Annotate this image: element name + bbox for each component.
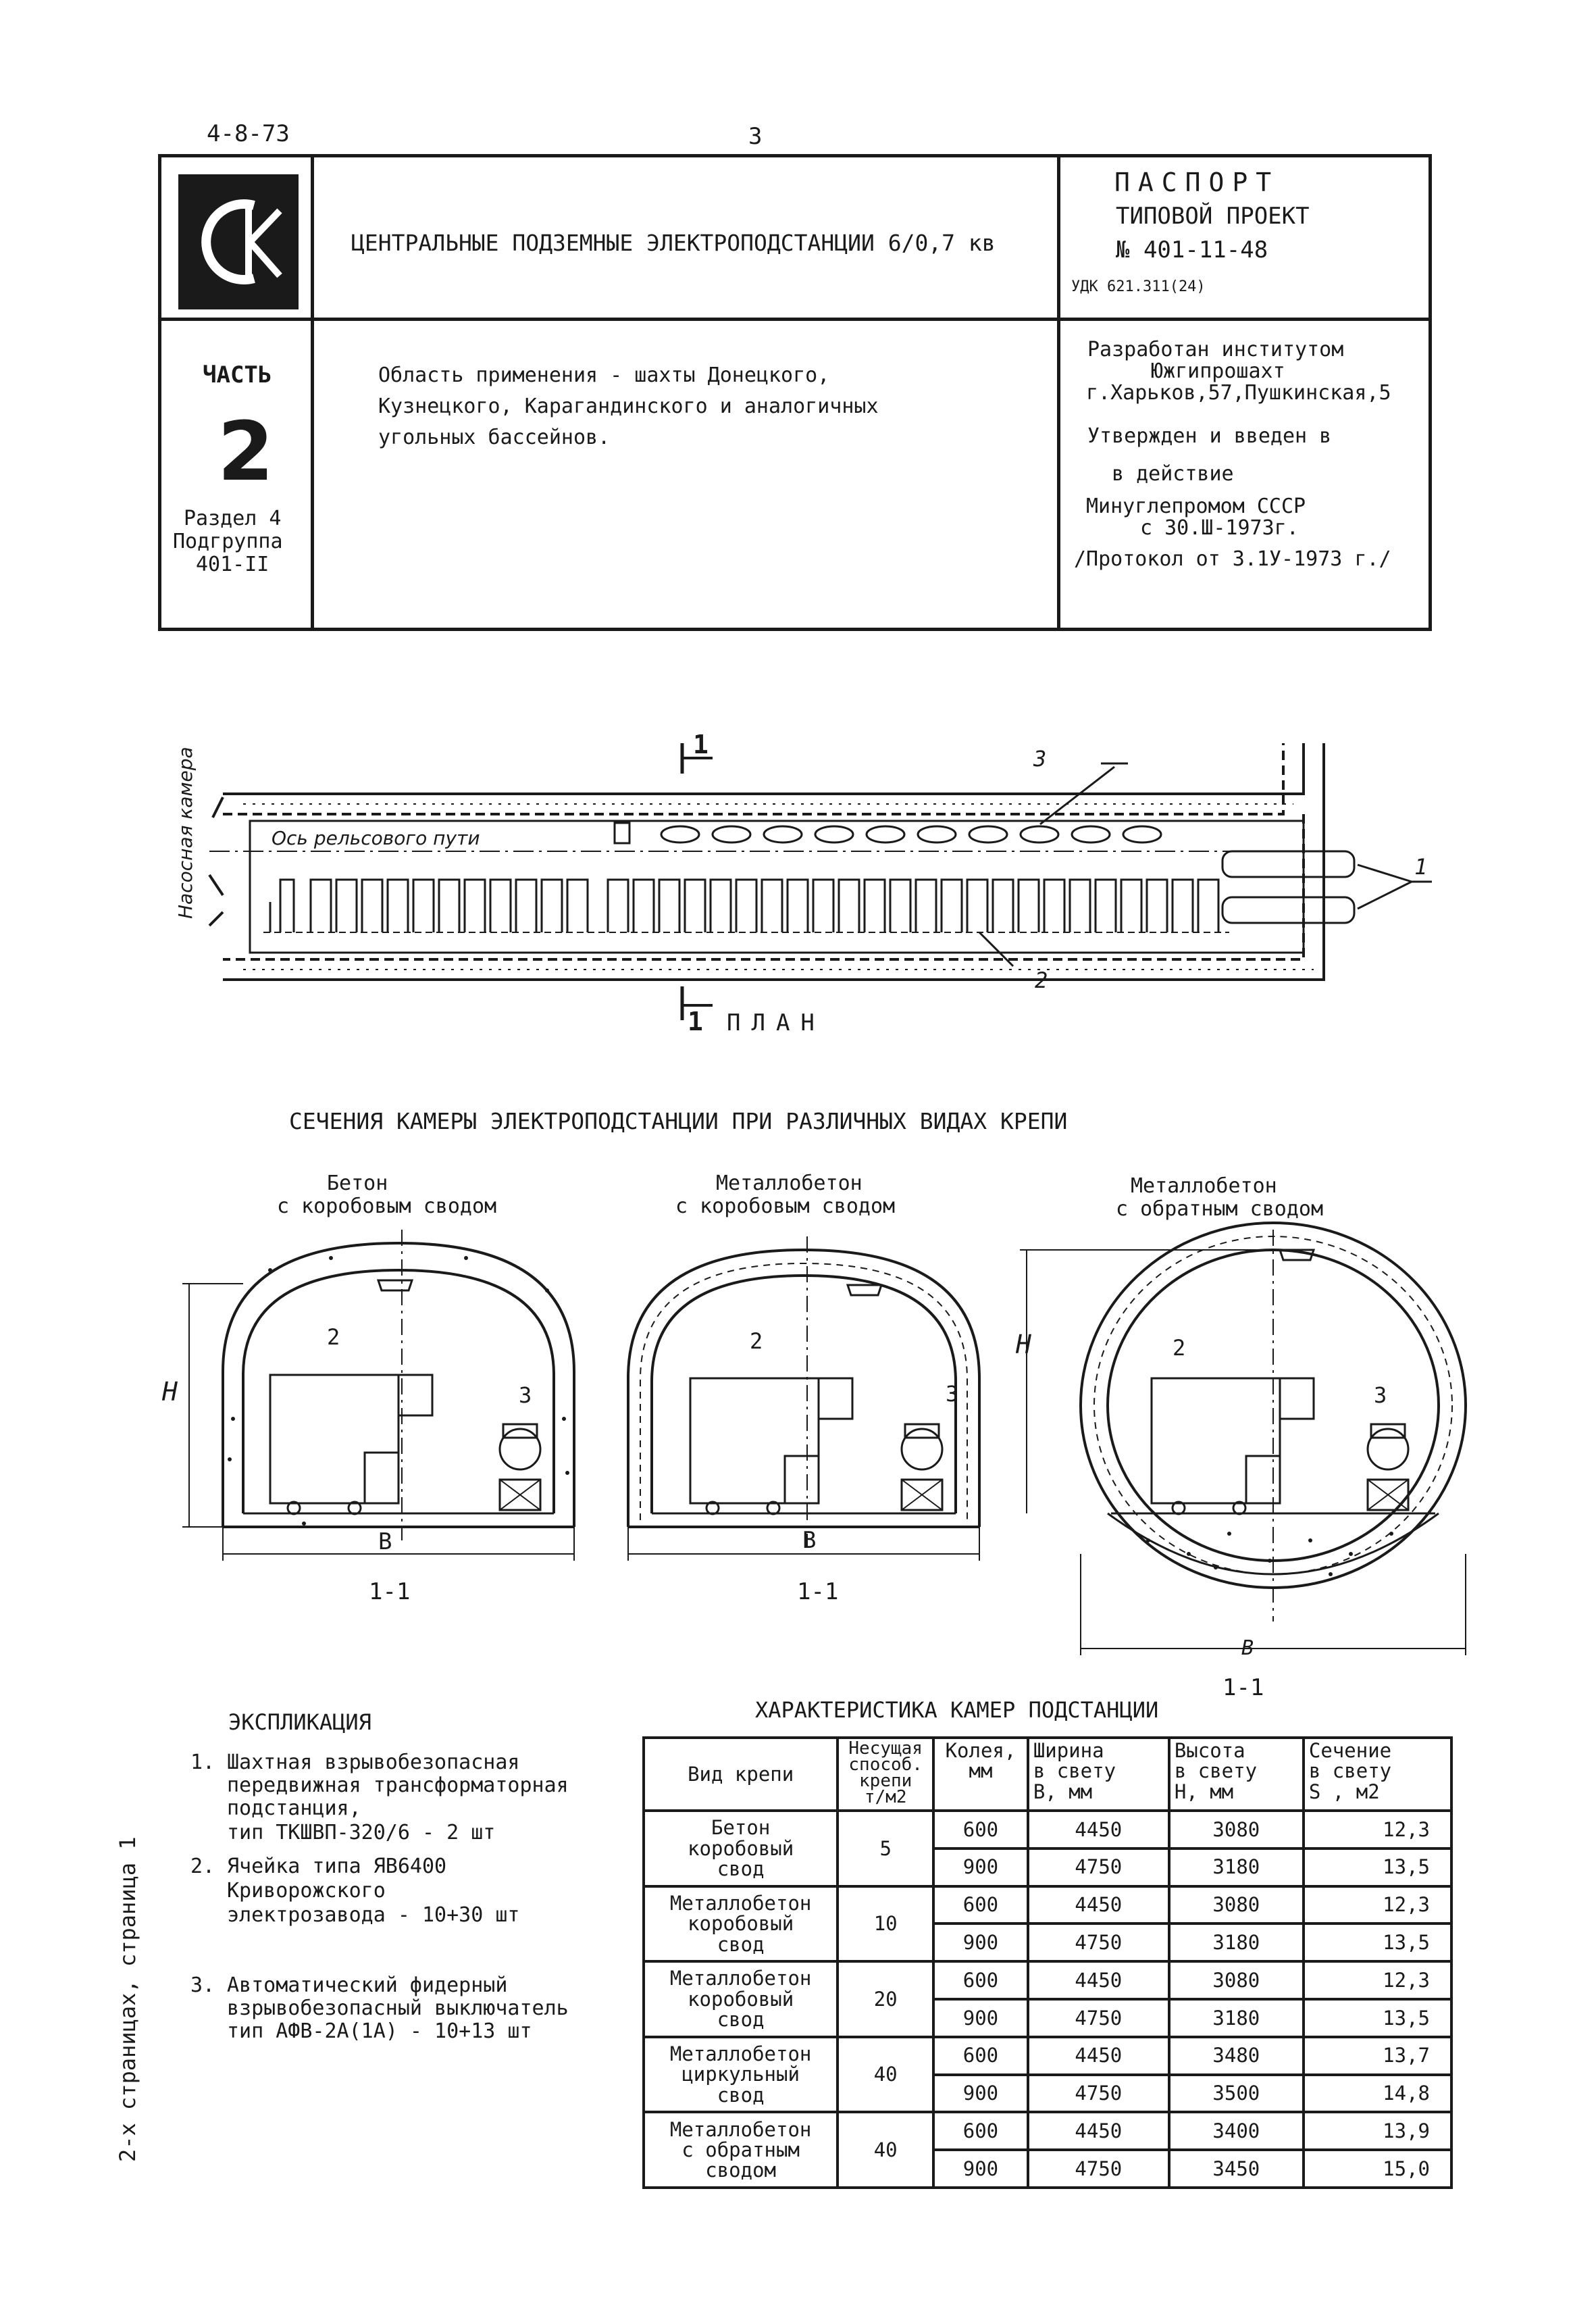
section-label: Раздел 4 — [184, 507, 282, 530]
header-line: крепи — [859, 1771, 912, 1791]
gauge-cell: 600 — [933, 1886, 1028, 1924]
explication-line: Автоматический фидерный — [227, 1973, 508, 1997]
side-note: 2-х страницах, страница 1 — [115, 1836, 140, 2162]
header-line: в свету — [1033, 1759, 1116, 1783]
section-variant-name: с обратным сводом — [1116, 1197, 1324, 1221]
width-cell: 4450 — [1028, 1811, 1169, 1848]
type-cell — [644, 2037, 838, 2113]
item-2-label: 2 — [327, 1324, 340, 1350]
item-2-label: 2 — [750, 1328, 763, 1354]
explication-line: Шахтная взрывобезопасная — [227, 1751, 520, 1774]
title-block-divider — [1057, 154, 1060, 631]
ck-logo — [178, 174, 299, 309]
explication-line: Криворожского — [227, 1879, 386, 1903]
type-line: сводом — [705, 2159, 777, 2182]
table-row — [644, 1811, 1451, 1848]
item-3-label: 3 — [519, 1382, 532, 1408]
section-variant-name: с коробовым сводом — [675, 1194, 896, 1218]
project-number: № 401-11-48 — [1116, 236, 1268, 263]
section-cell: 12,3 — [1304, 1886, 1451, 1924]
item-3-label: 3 — [1374, 1382, 1387, 1408]
approval-line: в действие — [1112, 462, 1234, 486]
type-cell — [644, 1886, 838, 1962]
gauge-cell: 600 — [933, 1811, 1028, 1848]
gauge-cell: 900 — [933, 2150, 1028, 2188]
gauge-cell: 600 — [933, 1961, 1028, 1999]
section-cell: 14,8 — [1304, 2075, 1451, 2113]
header-line: В, мм — [1033, 1780, 1093, 1803]
header-line: Колея, — [945, 1739, 1016, 1762]
type-cell — [644, 1811, 838, 1886]
section-cell: 13,5 — [1304, 1999, 1451, 2037]
item-2-label: 2 — [1173, 1335, 1186, 1361]
dim-b: B — [378, 1528, 392, 1555]
section-variant-name: Бетон — [327, 1172, 388, 1195]
gauge-cell: 900 — [933, 1923, 1028, 1961]
type-line: Металлобетон — [669, 1891, 812, 1915]
application-line: Кузнецкого, Карагандинского и аналогичных — [378, 395, 879, 418]
width-cell: 4750 — [1028, 2075, 1169, 2113]
explication-item — [190, 1854, 609, 1935]
type-line: Металлобетон — [669, 2042, 812, 2065]
height-cell: 3500 — [1169, 2075, 1304, 2113]
section-variant-name: Металлобетон — [716, 1172, 863, 1195]
capacity-cell: 20 — [838, 1961, 933, 2037]
table-row — [644, 1886, 1451, 1924]
capacity-cell: 40 — [838, 2037, 933, 2113]
rail-axis-label: Ось рельсового пути — [272, 827, 480, 849]
height-cell: 3180 — [1169, 1923, 1304, 1961]
type-line: Металлобетон — [669, 2117, 812, 2141]
subgroup-label: Подгруппа — [173, 530, 283, 553]
explication-line: электрозавода - 10+30 шт — [227, 1903, 520, 1927]
plan-drawing — [169, 730, 1452, 1047]
section-drawing-metal-concrete-inverted — [1013, 1216, 1479, 1689]
height-cell: 3180 — [1169, 1999, 1304, 2037]
table-header-row — [644, 1738, 1451, 1811]
height-cell: 3450 — [1169, 2150, 1304, 2188]
dim-h: H — [1016, 1330, 1031, 1359]
gauge-cell: 900 — [933, 1848, 1028, 1886]
gauge-cell: 900 — [933, 2075, 1028, 2113]
developer-line: Разработан институтом — [1087, 338, 1344, 361]
width-cell: 4450 — [1028, 2037, 1169, 2075]
table-row — [644, 2112, 1451, 2150]
header-line: в свету — [1174, 1759, 1258, 1783]
explication-number: 1. — [190, 1751, 215, 1774]
explication-line: Ячейка типа ЯВ6400 — [227, 1855, 447, 1878]
type-line: с обратным — [681, 2138, 800, 2161]
height-cell: 3400 — [1169, 2112, 1304, 2150]
height-cell: 3480 — [1169, 2037, 1304, 2075]
height-cell: 3080 — [1169, 1886, 1304, 1924]
header-line: Высота — [1174, 1739, 1245, 1762]
width-cell: 4750 — [1028, 1999, 1169, 2037]
plan-label: ПЛАН — [727, 1009, 825, 1036]
application-line: угольных бассейнов. — [378, 426, 611, 449]
width-cell: 4450 — [1028, 1961, 1169, 1999]
type-line: свод — [717, 1932, 765, 1956]
explication-line: тип ТКШВП-320/6 - 2 шт — [227, 1821, 496, 1844]
characteristics-title: ХАРАКТЕРИСТИКА КАМЕР ПОДСТАНЦИИ — [755, 1697, 1159, 1723]
dim-h: H — [162, 1377, 178, 1407]
approval-line: /Протокол от 3.1У-1973 г./ — [1074, 547, 1391, 571]
header-width — [1028, 1738, 1169, 1811]
header-capacity — [838, 1738, 933, 1811]
capacity-cell: 40 — [838, 2112, 933, 2188]
section-mark-top: 1 — [693, 730, 709, 759]
plan-callout-3: 3 — [1033, 746, 1047, 772]
explication-line: подстанция, — [227, 1796, 361, 1820]
type-line: свод — [717, 2008, 765, 2032]
explication-item — [190, 1750, 609, 1851]
doc-code: 4-8-73 — [207, 120, 290, 147]
type-line: свод — [717, 1857, 765, 1881]
explication-number: 2. — [190, 1855, 215, 1878]
header-line: Сечение — [1308, 1739, 1392, 1762]
section-variant-name: с коробовым сводом — [277, 1194, 497, 1218]
subgroup-code: 401-II — [196, 553, 269, 576]
cut-label: 1-1 — [1222, 1674, 1264, 1701]
section-cell: 13,5 — [1304, 1848, 1451, 1886]
header-line: Н, мм — [1174, 1780, 1234, 1803]
approval-line: Утвержден и введен в — [1087, 424, 1332, 448]
explication-title: ЭКСПЛИКАЦИЯ — [228, 1709, 371, 1735]
sections-title: СЕЧЕНИЯ КАМЕРЫ ЭЛЕКТРОПОДСТАНЦИИ ПРИ РАЗЛИЧНЫХ ВИДАХ КРЕПИ — [289, 1108, 1068, 1134]
header-type: Вид крепи — [644, 1738, 838, 1811]
item-3-label: 3 — [946, 1381, 959, 1407]
header-line: S , м2 — [1308, 1780, 1380, 1803]
dim-b: B — [802, 1527, 817, 1554]
title-block-divider — [311, 154, 314, 631]
cut-label: 1-1 — [797, 1578, 839, 1605]
header-section — [1304, 1738, 1451, 1811]
type-line: коробовый — [688, 1987, 794, 2011]
header-line: мм — [969, 1759, 993, 1783]
header-line: Несущая — [848, 1738, 923, 1759]
header-gauge — [933, 1738, 1028, 1811]
height-cell: 3080 — [1169, 1961, 1304, 1999]
passport-label: ПАСПОРТ — [1114, 168, 1280, 197]
height-cell: 3180 — [1169, 1848, 1304, 1886]
section-cell: 12,3 — [1304, 1961, 1451, 1999]
width-cell: 4750 — [1028, 2150, 1169, 2188]
type-line: коробовый — [688, 1836, 794, 1860]
section-drawing-concrete — [169, 1216, 601, 1567]
header-line: т/м2 — [864, 1787, 907, 1807]
header-height — [1169, 1738, 1304, 1811]
cut-label: 1-1 — [369, 1578, 411, 1605]
section-cell: 13,7 — [1304, 2037, 1451, 2075]
developer-line: Южгипрошахт — [1151, 359, 1285, 383]
table-row — [644, 1961, 1451, 1999]
type-line: циркульный — [681, 2063, 800, 2086]
section-drawing-metal-concrete-box — [608, 1223, 1040, 1567]
developer-line: г.Харьков,57,Пушкинская,5 — [1086, 381, 1391, 405]
width-cell: 4450 — [1028, 2112, 1169, 2150]
table-row — [644, 2037, 1451, 2075]
page-number: 3 — [748, 123, 763, 150]
explication-number: 3. — [190, 1973, 215, 1997]
characteristics-table — [642, 1736, 1453, 2189]
udk-code: УДК 621.311(24) — [1071, 278, 1206, 295]
header-line: в свету — [1308, 1759, 1392, 1783]
section-cell: 12,3 — [1304, 1811, 1451, 1848]
title-block-divider — [158, 318, 1432, 321]
section-variant-name: Металлобетон — [1131, 1174, 1277, 1198]
explication-line: передвижная трансформаторная — [227, 1774, 569, 1797]
type-line: Металлобетон — [669, 1967, 812, 1990]
type-cell — [644, 2112, 838, 2188]
explication-item — [190, 1973, 609, 2054]
approval-line: с 30.Ш-1973г. — [1140, 516, 1299, 540]
part-number: 2 — [217, 405, 274, 499]
explication-line: взрывобезопасный выключатель — [227, 1996, 569, 2020]
approval-line: Минуглепромом СССР — [1086, 495, 1306, 518]
capacity-cell: 10 — [838, 1886, 933, 1962]
application-line: Область применения - шахты Донецкого, — [378, 363, 830, 387]
pump-chamber-label: Насосная камера — [174, 747, 197, 919]
type-line: Бетон — [711, 1816, 771, 1840]
dim-b: B — [1241, 1636, 1254, 1660]
type-line: коробовый — [688, 1912, 794, 1936]
height-cell: 3080 — [1169, 1811, 1304, 1848]
header-line: Ширина — [1033, 1739, 1104, 1762]
gauge-cell: 600 — [933, 2037, 1028, 2075]
gauge-cell: 600 — [933, 2112, 1028, 2150]
section-mark-bottom: 1 — [688, 1007, 703, 1036]
explication-line: тип АФВ-2А(1А) - 10+13 шт — [227, 2019, 532, 2043]
header-line: способ. — [848, 1755, 923, 1775]
capacity-cell: 5 — [838, 1811, 933, 1886]
width-cell: 4750 — [1028, 1923, 1169, 1961]
part-label: ЧАСТЬ — [203, 361, 272, 388]
section-cell: 13,5 — [1304, 1923, 1451, 1961]
gauge-cell: 900 — [933, 1999, 1028, 2037]
section-cell: 15,0 — [1304, 2150, 1451, 2188]
plan-callout-2: 2 — [1035, 967, 1048, 993]
project-type: ТИПОВОЙ ПРОЕКТ — [1116, 203, 1310, 230]
plan-callout-1: 1 — [1414, 854, 1428, 880]
type-cell — [644, 1961, 838, 2037]
document-title: ЦЕНТРАЛЬНЫЕ ПОДЗЕМНЫЕ ЭЛЕКТРОПОДСТАНЦИИ 6/0,7 кв — [351, 230, 996, 256]
type-line: свод — [717, 2083, 765, 2107]
section-cell: 13,9 — [1304, 2112, 1451, 2150]
width-cell: 4450 — [1028, 1886, 1169, 1924]
width-cell: 4750 — [1028, 1848, 1169, 1886]
